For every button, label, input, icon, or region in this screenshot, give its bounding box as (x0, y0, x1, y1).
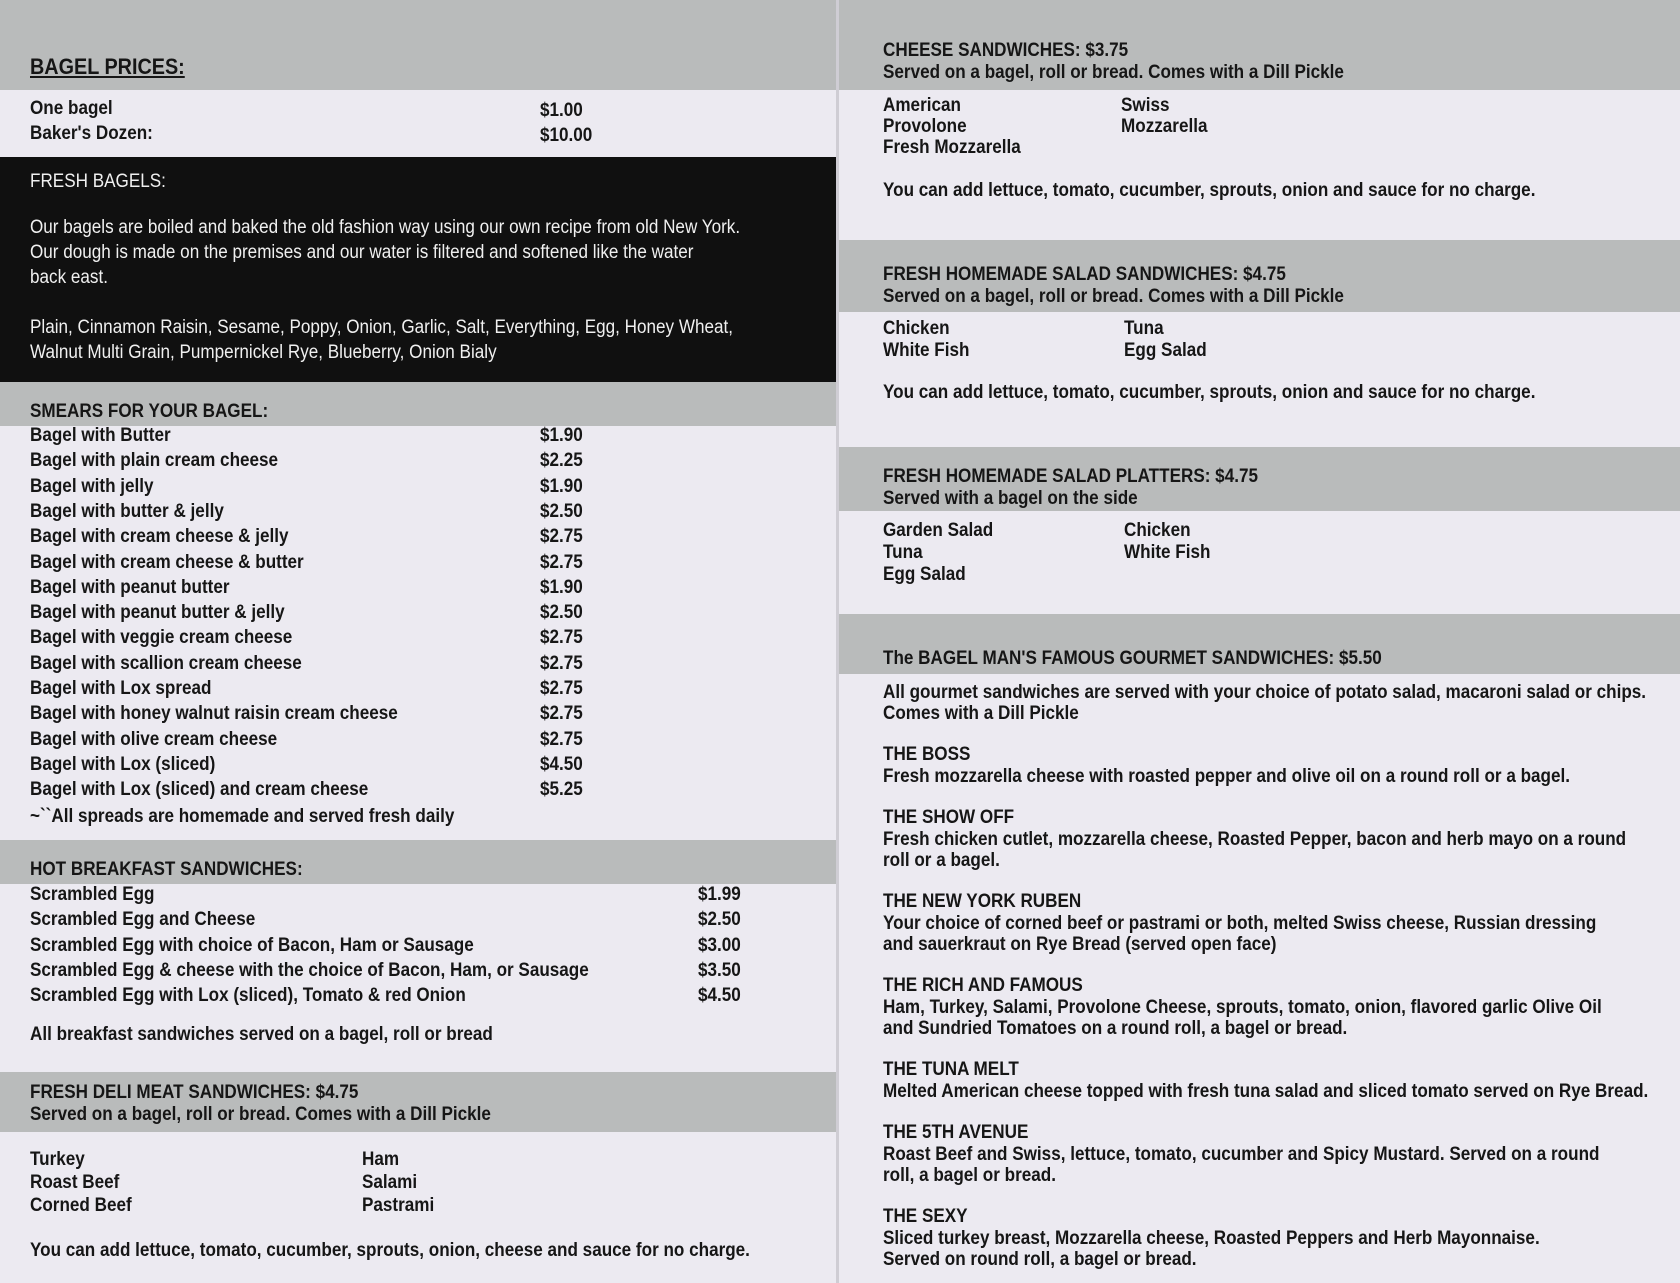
item-price: $4.50 (698, 985, 741, 1007)
salad-sandwiches-note: You can add lettuce, tomato, cucumber, sprouts, onion and sauce for no charge. (883, 382, 1536, 403)
item-price: $10.00 (540, 125, 593, 146)
salad-sandwich-item: Egg Salad (1124, 340, 1207, 361)
gourmet-intro-line: Comes with a Dill Pickle (883, 703, 1079, 724)
gourmet-item-name: THE 5TH AVENUE (883, 1122, 1029, 1143)
item-name: Bagel with cream cheese & butter (30, 551, 304, 573)
cheese-item: American (883, 95, 961, 116)
salad-platters-subtitle: Served with a bagel on the side (883, 488, 1138, 509)
item-price: $1.90 (540, 475, 583, 497)
menu-item-row (30, 123, 838, 148)
bagel-prices-title: BAGEL PRICES: (30, 54, 185, 79)
right-menu-panel (839, 0, 1680, 1283)
fresh-bagels-desc-line: Our dough is made on the premises and our water is filtered and softened like the water (30, 242, 694, 263)
gourmet-intro-line: All gourmet sandwiches are served with your choice of potato salad, macaroni salad or chips. (883, 682, 1647, 703)
item-price: $2.50 (540, 602, 583, 624)
smears-note: ~``All spreads are homemade and served fresh daily (30, 806, 455, 827)
item-name: One bagel (30, 98, 113, 119)
gourmet-item-desc: and sauerkraut on Rye Bread (served open face) (883, 934, 1277, 955)
gourmet-item-desc: Served on round roll, a bagel or bread. (883, 1249, 1197, 1270)
deli-meat-note: You can add lettuce, tomato, cucumber, sprouts, onion, cheese and sauce for no charge. (30, 1240, 750, 1261)
menu-item-row (30, 526, 838, 551)
item-price: $3.50 (698, 959, 741, 981)
item-name: Bagel with plain cream cheese (30, 450, 279, 472)
gourmet-item-name: THE SHOW OFF (883, 807, 1015, 828)
deli-meat-title: FRESH DELI MEAT SANDWICHES: $4.75 (30, 1082, 359, 1103)
cheese-note: You can add lettuce, tomato, cucumber, sprouts, onion and sauce for no charge. (883, 180, 1536, 201)
gourmet-item-name: THE SEXY (883, 1206, 968, 1227)
fresh-bagels-title: FRESH BAGELS: (30, 171, 166, 192)
item-name: Bagel with olive cream cheese (30, 728, 278, 750)
salad-sandwich-item: White Fish (883, 340, 970, 361)
gourmet-item-name: THE BOSS (883, 744, 971, 765)
menu-item-row (30, 678, 838, 703)
gourmet-item-desc: Fresh chicken cutlet, mozzarella cheese, Roasted Pepper, bacon and herb mayo on a round (883, 829, 1627, 850)
menu-item-row (30, 425, 838, 450)
item-name: Bagel with butter & jelly (30, 500, 224, 522)
gourmet-item-name: THE RICH AND FAMOUS (883, 975, 1083, 996)
cheese-item: Fresh Mozzarella (883, 137, 1021, 158)
menu-item-row (30, 577, 838, 602)
menu-item-row (30, 703, 838, 728)
item-name: Bagel with Lox (sliced) (30, 753, 216, 775)
menu-item-row (30, 627, 838, 652)
menu-item-row (30, 909, 838, 934)
deli-item: Ham (362, 1149, 400, 1170)
gourmet-item-name: THE NEW YORK RUBEN (883, 891, 1082, 912)
deli-item: Corned Beef (30, 1195, 132, 1216)
item-name: Baker's Dozen: (30, 123, 153, 144)
item-price: $2.75 (540, 627, 583, 649)
salad-sandwiches-subtitle: Served on a bagel, roll or bread. Comes with a Dill Pickle (883, 286, 1344, 307)
deli-item: Roast Beef (30, 1172, 120, 1193)
item-name: Bagel with honey walnut raisin cream cheese (30, 703, 398, 725)
breakfast-note: All breakfast sandwiches served on a bagel, roll or bread (30, 1024, 493, 1045)
menu-item-row (30, 754, 838, 779)
deli-item: Salami (362, 1172, 418, 1193)
item-name: Scrambled Egg (30, 884, 155, 905)
menu-item-row (30, 476, 838, 501)
menu-item-row (30, 729, 838, 754)
salad-platter-item: Tuna (883, 542, 923, 563)
item-price: $1.00 (540, 100, 583, 121)
cheese-item: Provolone (883, 116, 967, 137)
item-name: Scrambled Egg & cheese with the choice of Bacon, Ham, or Sausage (30, 959, 589, 981)
menu-item-row (30, 653, 838, 678)
deli-item: Turkey (30, 1149, 85, 1170)
deli-meat-subtitle: Served on a bagel, roll or bread. Comes with a Dill Pickle (30, 1104, 491, 1125)
item-name: Bagel with scallion cream cheese (30, 652, 302, 674)
item-price: $4.50 (540, 753, 583, 775)
gourmet-item-desc: Ham, Turkey, Salami, Provolone Cheese, sprouts, tomato, onion, flavored garlic Olive Oil (883, 997, 1602, 1018)
item-name: Bagel with peanut butter & jelly (30, 602, 285, 624)
item-name: Bagel with jelly (30, 475, 154, 497)
cheese-subtitle: Served on a bagel, roll or bread. Comes with a Dill Pickle (883, 62, 1344, 83)
item-price: $2.75 (540, 728, 583, 750)
salad-sandwiches-title: FRESH HOMEMADE SALAD SANDWICHES: $4.75 (883, 264, 1286, 285)
item-price: $2.50 (698, 909, 741, 931)
item-name: Bagel with veggie cream cheese (30, 627, 293, 649)
item-name: Bagel with Lox (sliced) and cream cheese (30, 779, 369, 801)
menu-item-row (30, 602, 838, 627)
menu-item-row (30, 884, 838, 909)
item-price: $2.50 (540, 500, 583, 522)
salad-sandwich-item: Chicken (883, 318, 950, 339)
item-price: $2.75 (540, 652, 583, 674)
smears-title: SMEARS FOR YOUR BAGEL: (30, 401, 269, 422)
menu-item-row (30, 501, 838, 526)
gourmet-item-desc: Melted American cheese topped with fresh tuna salad and sliced tomato served on Rye Bread. (883, 1081, 1649, 1102)
item-price: $2.75 (540, 551, 583, 573)
item-price: $5.25 (540, 779, 583, 801)
flavor-list-line: Plain, Cinnamon Raisin, Sesame, Poppy, Onion, Garlic, Salt, Everything, Egg, Honey Wheat, (30, 317, 734, 338)
left-menu-panel (0, 0, 838, 1283)
cheese-item: Swiss (1121, 95, 1170, 116)
item-price: $1.90 (540, 425, 583, 446)
item-price: $1.99 (698, 884, 741, 905)
item-price: $2.75 (540, 526, 583, 548)
gourmet-item-desc: roll, a bagel or bread. (883, 1165, 1056, 1186)
menu-item-row (30, 552, 838, 577)
fresh-bagels-desc-line: Our bagels are boiled and baked the old fashion way using our own recipe from old New York. (30, 217, 741, 238)
salad-platter-item: Egg Salad (883, 564, 966, 585)
gourmet-item-desc: Roast Beef and Swiss, lettuce, tomato, cucumber and Spicy Mustard. Served on a round (883, 1144, 1600, 1165)
item-price: $3.00 (698, 934, 741, 956)
salad-platters-title: FRESH HOMEMADE SALAD PLATTERS: $4.75 (883, 466, 1258, 487)
menu-item-row (30, 450, 838, 475)
gourmet-title: The BAGEL MAN'S FAMOUS GOURMET SANDWICHES: $5.50 (883, 648, 1382, 669)
menu-item-row (30, 960, 838, 985)
item-name: Scrambled Egg and Cheese (30, 909, 256, 931)
salad-platter-item: White Fish (1124, 542, 1211, 563)
flavor-list-line: Walnut Multi Grain, Pumpernickel Rye, Blueberry, Onion Bialy (30, 342, 497, 363)
fresh-bagels-desc-line: back east. (30, 267, 108, 288)
item-name: Bagel with Lox spread (30, 678, 212, 699)
menu-item-row (30, 779, 838, 804)
item-price: $1.90 (540, 576, 583, 598)
menu-item-row (30, 985, 838, 1010)
salad-platter-item: Chicken (1124, 520, 1191, 541)
cheese-title: CHEESE SANDWICHES: $3.75 (883, 40, 1129, 61)
gourmet-item-desc: roll or a bagel. (883, 850, 1000, 871)
menu-item-row (30, 935, 838, 960)
gourmet-item-desc: Sliced turkey breast, Mozzarella cheese, Roasted Peppers and Herb Mayonnaise. (883, 1228, 1540, 1249)
cheese-item: Mozzarella (1121, 116, 1208, 137)
hot-breakfast-title: HOT BREAKFAST SANDWICHES: (30, 859, 303, 880)
item-price: $2.75 (540, 678, 583, 699)
item-name: Scrambled Egg with Lox (sliced), Tomato & red Onion (30, 985, 466, 1007)
gourmet-item-desc: Your choice of corned beef or pastrami or both, melted Swiss cheese, Russian dressing (883, 913, 1597, 934)
item-name: Scrambled Egg with choice of Bacon, Ham or Sausage (30, 934, 474, 956)
deli-item: Pastrami (362, 1195, 435, 1216)
item-name: Bagel with Butter (30, 425, 171, 446)
salad-sandwich-item: Tuna (1124, 318, 1164, 339)
item-name: Bagel with cream cheese & jelly (30, 526, 289, 548)
item-price: $2.25 (540, 450, 583, 472)
gourmet-item-name: THE TUNA MELT (883, 1059, 1019, 1080)
menu-item-row (30, 98, 838, 123)
item-name: Bagel with peanut butter (30, 576, 230, 598)
item-price: $2.75 (540, 703, 583, 725)
gourmet-item-desc: and Sundried Tomatoes on a round roll, a bagel or bread. (883, 1018, 1348, 1039)
salad-platter-item: Garden Salad (883, 520, 994, 541)
gourmet-item-desc: Fresh mozzarella cheese with roasted pepper and olive oil on a round roll or a bagel. (883, 766, 1571, 787)
